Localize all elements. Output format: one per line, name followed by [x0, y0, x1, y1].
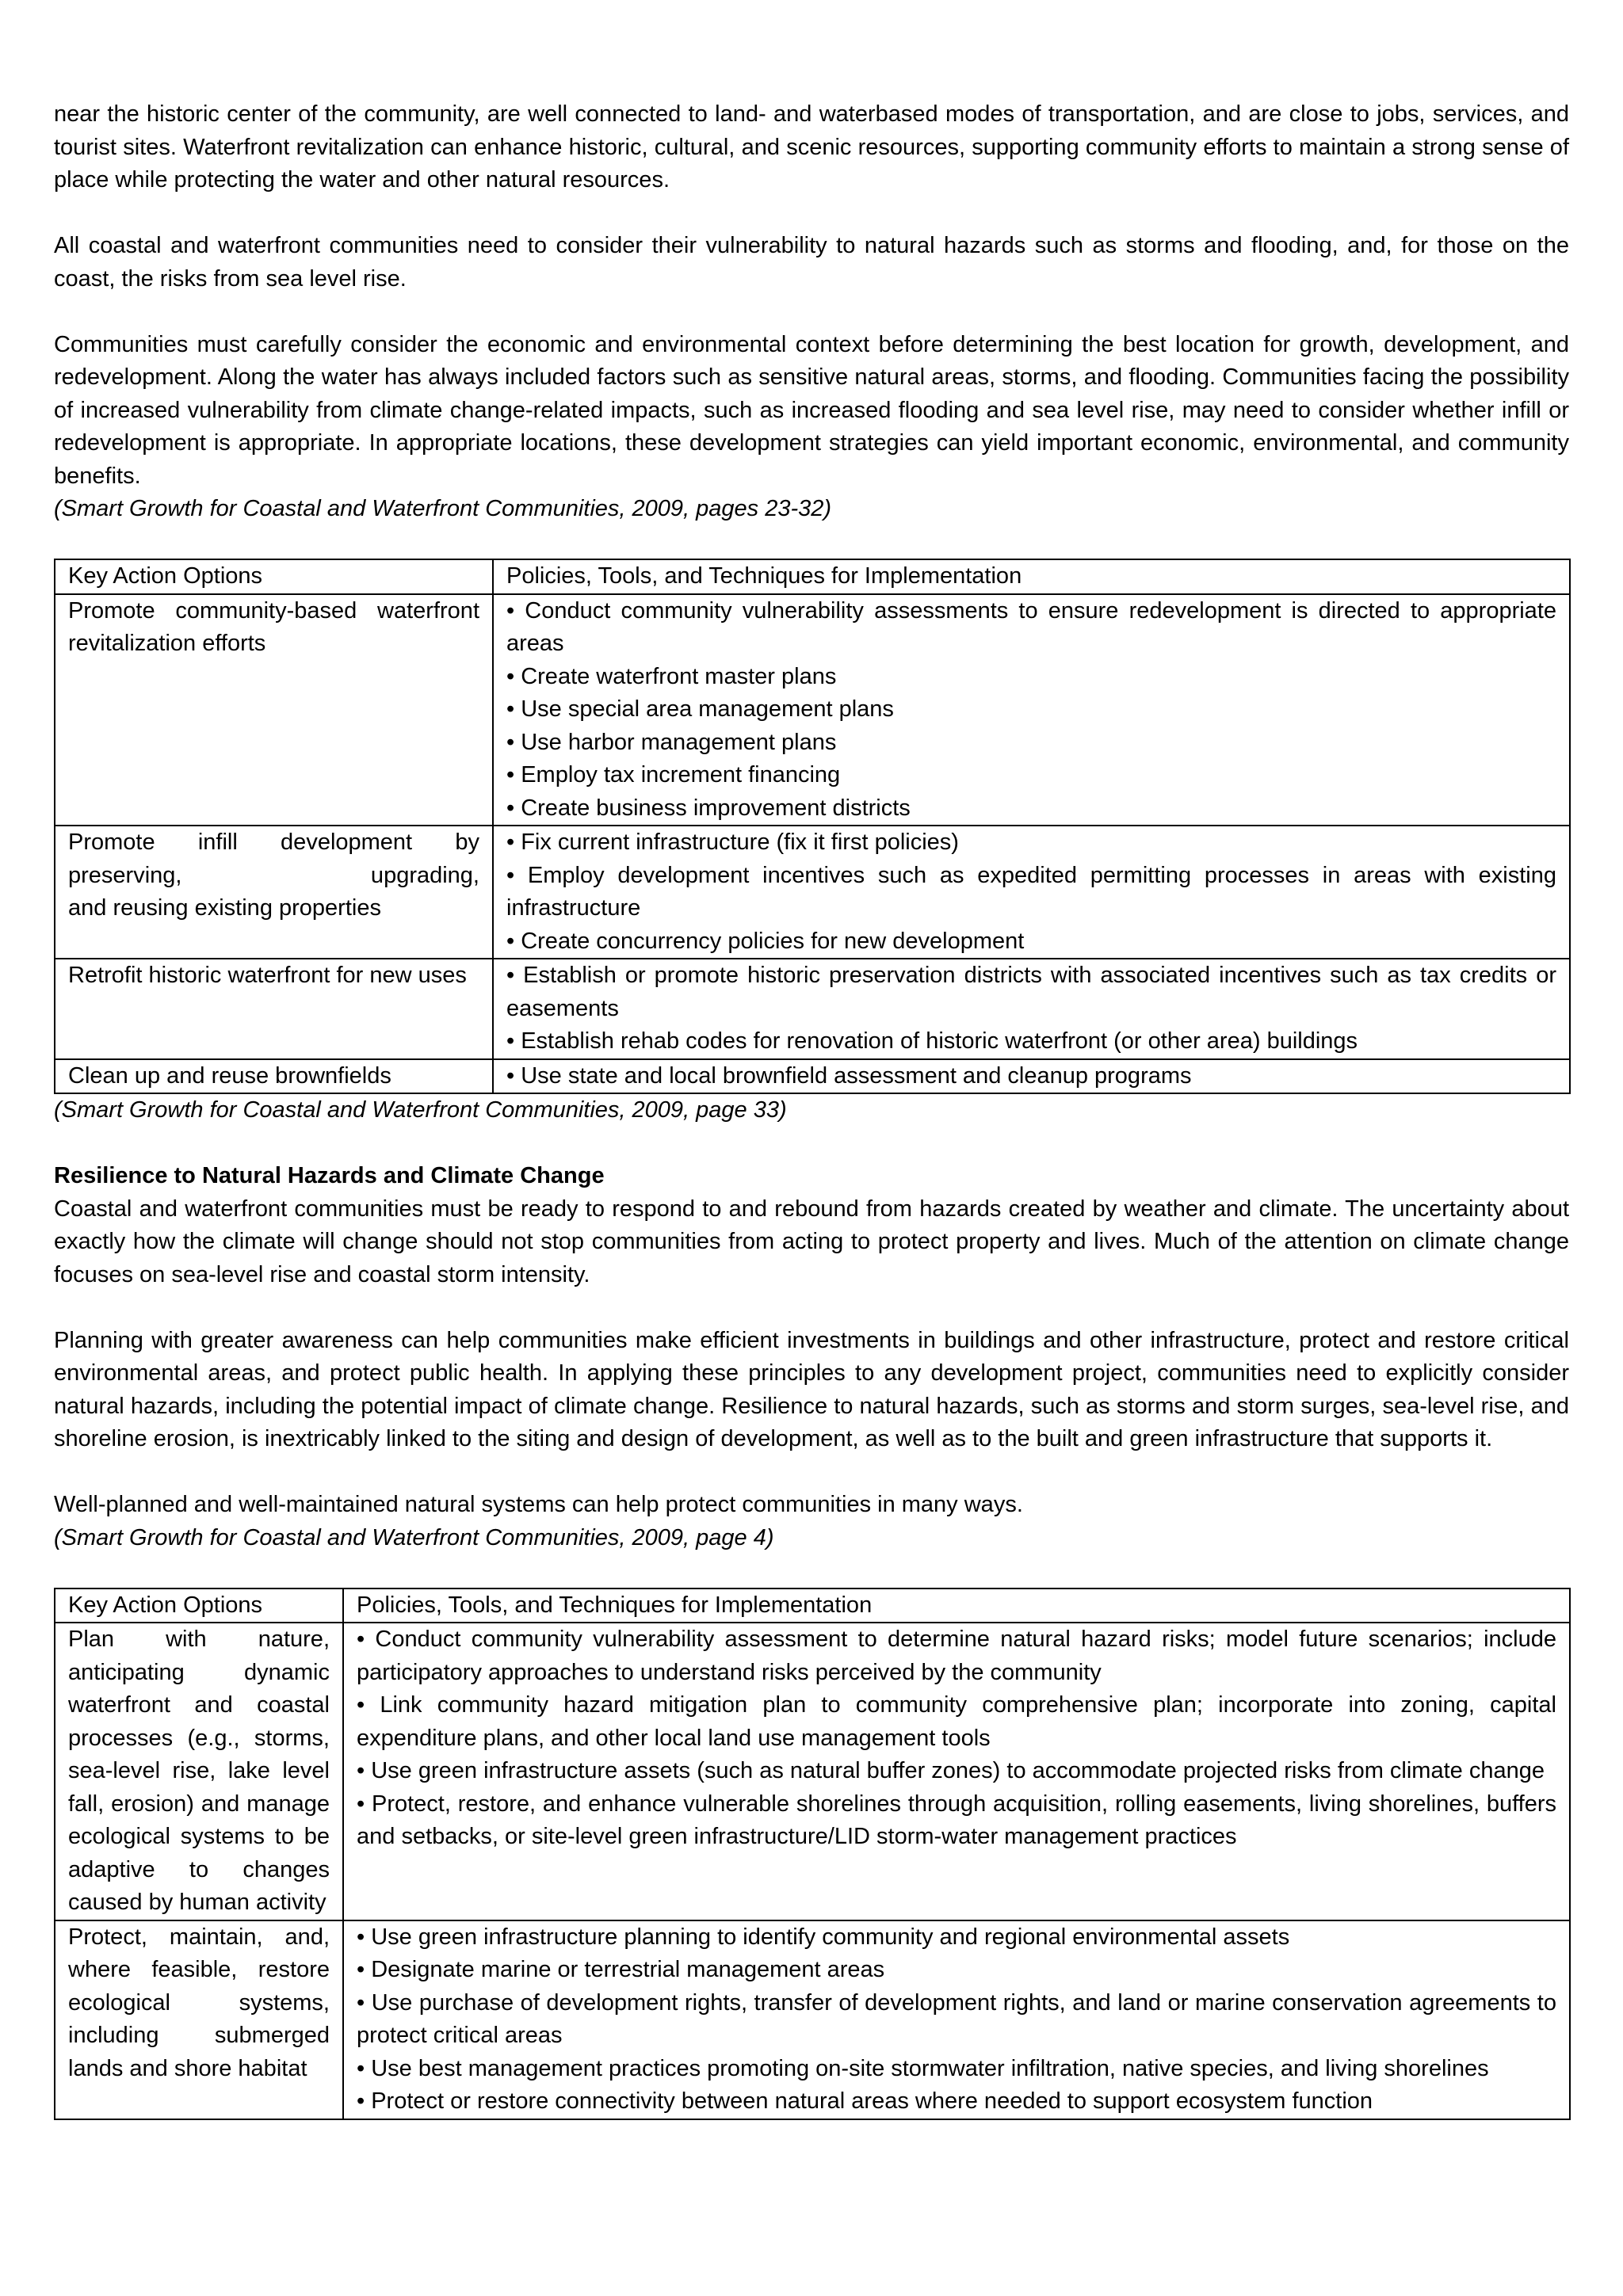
policy-item: • Employ development incentives such as expedited permitting processes in areas with existing infrastructure	[506, 862, 1556, 921]
policy-item: • Create business improvement districts	[506, 795, 911, 821]
policy-item: • Establish rehab codes for renovation of historic waterfront (or other area) buildings	[506, 1028, 1358, 1054]
table-row	[55, 1059, 1570, 1094]
table-header-row	[55, 559, 1570, 594]
policy-item: • Use best management practices promoting on-site stormwater infiltration, native species, and living shorelines	[357, 2055, 1489, 2081]
policy-item: • Create waterfront master plans	[506, 663, 837, 689]
table-header-row	[55, 1589, 1570, 1623]
table-header-key-action: Key Action Options	[55, 1589, 343, 1623]
policy-item: • Protect or restore connectivity between natural areas where needed to support ecosystem function	[357, 2088, 1373, 2114]
citation-page-33: (Smart Growth for Coastal and Waterfront Communities, 2009, page 33)	[54, 1097, 787, 1123]
citation-page-4: (Smart Growth for Coastal and Waterfront Communities, 2009, page 4)	[54, 1524, 774, 1550]
policy-item: • Conduct community vulnerability assessments to ensure redevelopment is directed to appropriate areas	[506, 597, 1556, 656]
table-header-policies: Policies, Tools, and Techniques for Implementation	[493, 559, 1570, 594]
table-row	[55, 826, 1570, 959]
table-row	[55, 959, 1570, 1059]
policy-item: • Use green infrastructure planning to identify community and regional environmental assets	[357, 1924, 1290, 1950]
policies-cell	[343, 1920, 1570, 2119]
table-row	[55, 1920, 1570, 2119]
policies-cell	[493, 1059, 1570, 1094]
key-action-cell: Clean up and reuse brownfields	[55, 1059, 493, 1094]
key-action-cell: Plan with nature, anticipating dynamic waterfront and coastal processes (e.g., storms, sea-level rise, lake level fall, erosion) and manage ecological systems to be adaptive to changes caused by human activity	[55, 1623, 343, 1920]
section-heading: Resilience to Natural Hazards and Climate Change	[54, 1163, 605, 1188]
table-row	[55, 594, 1570, 826]
table-header-policies: Policies, Tools, and Techniques for Implementation	[343, 1589, 1570, 1623]
policy-item: • Create concurrency policies for new development	[506, 928, 1025, 954]
paragraph-resilience: Coastal and waterfront communities must be ready to respond to and rebound from hazards created by weather and climate. The uncertainty about exactly how the climate will change should not stop communities from acting to protect property and lives. Much of the attention on climate change focuses on sea-level rise and coastal storm intensity.	[54, 1196, 1569, 1287]
policy-item: • Use state and local brownfield assessment and cleanup programs	[506, 1062, 1192, 1089]
paragraph-context: Communities must carefully consider the economic and environmental context before determining the best location for growth, development, and redevelopment. Along the water has always included factors such as sensitive natural areas, storms, and flooding. Communities facing the possibility of increased vulnerability from climate change-related impacts, such as increased flooding and sea level rise, may need to consider whether infill or redevelopment is appropriate. In appropriate locations, these development strategies can yield important economic, environmental, and community benefits.	[54, 331, 1569, 489]
key-action-line: and reusing existing properties	[68, 895, 381, 921]
paragraph-natural-systems: Well-planned and well-maintained natural systems can help protect communities in many ways.	[54, 1492, 1023, 1517]
table-resilience-actions	[54, 1588, 1571, 2120]
policies-cell	[343, 1623, 1570, 1920]
policy-item: • Fix current infrastructure (fix it first policies)	[506, 830, 959, 855]
citation-pages-23-32: (Smart Growth for Coastal and Waterfront Communities, 2009, pages 23-32)	[54, 496, 832, 521]
policies-cell	[493, 826, 1570, 959]
paragraph-vulnerability: All coastal and waterfront communities need to consider their vulnerability to natural hazards such as storms and flooding, and, for those on the coast, the risks from sea level rise.	[54, 233, 1569, 292]
key-action-line: Promote infill development by preserving, upgrading,	[68, 830, 479, 888]
policy-item: • Link community hazard mitigation plan to community comprehensive plan; incorporate into zoning, capital expenditure plans, and other local land use management tools	[357, 1692, 1556, 1751]
policy-item: • Designate marine or terrestrial management areas	[357, 1957, 885, 1982]
table-row	[55, 1623, 1570, 1920]
key-action-cell: Promote community-based waterfront revitalization efforts	[55, 594, 493, 826]
policies-cell	[493, 959, 1570, 1059]
policy-item: • Conduct community vulnerability assessment to determine natural hazard risks; model future scenarios; include participatory approaches to understand risks perceived by the community	[357, 1627, 1556, 1685]
policy-item: • Use special area management plans	[506, 696, 894, 722]
paragraph-revitalization: near the historic center of the community, are well connected to land- and waterbased modes of transportation, and are close to jobs, services, and tourist sites. Waterfront revitalization can enhance historic, cultural, and scenic resources, supporting community efforts to maintain a strong sense of place while protecting the water and other natural resources.	[54, 101, 1569, 193]
policy-item: • Use green infrastructure assets (such as natural buffer zones) to accommodate projected risks from climate change	[357, 1758, 1545, 1783]
policies-cell	[493, 594, 1570, 826]
table-header-key-action: Key Action Options	[55, 559, 493, 594]
policy-item: • Use harbor management plans	[506, 729, 837, 755]
document-page	[54, 98, 1569, 2120]
policy-item: • Establish or promote historic preservation districts with associated incentives such as tax credits or easements	[506, 963, 1556, 1021]
table-waterfront-actions	[54, 559, 1571, 1094]
policy-item: • Protect, restore, and enhance vulnerable shorelines through acquisition, rolling easements, living shorelines, buffers and setbacks, or site-level green infrastructure/LID storm-water management practices	[357, 1791, 1556, 1849]
policy-item: • Employ tax increment financing	[506, 762, 841, 788]
policy-item: • Use purchase of development rights, transfer of development rights, and land or marine conservation agreements to protect critical areas	[357, 1989, 1556, 2048]
paragraph-planning: Planning with greater awareness can help communities make efficient investments in buildings and other infrastructure, protect and restore critical environmental areas, and protect public health. In applying these principles to any development project, communities need to explicitly consider natural hazards, including the potential impact of climate change. Resilience to natural hazards, such as storms and storm surges, sea-level rise, and shoreline erosion, is inextricably linked to the siting and design of development, as well as to the built and green infrastructure that supports it.	[54, 1327, 1569, 1451]
key-action-cell	[55, 826, 493, 959]
key-action-cell: Retrofit historic waterfront for new uses	[55, 959, 493, 1059]
key-action-cell: Protect, maintain, and, where feasible, restore ecological systems, including submerged lands and shore habitat	[55, 1920, 343, 2119]
